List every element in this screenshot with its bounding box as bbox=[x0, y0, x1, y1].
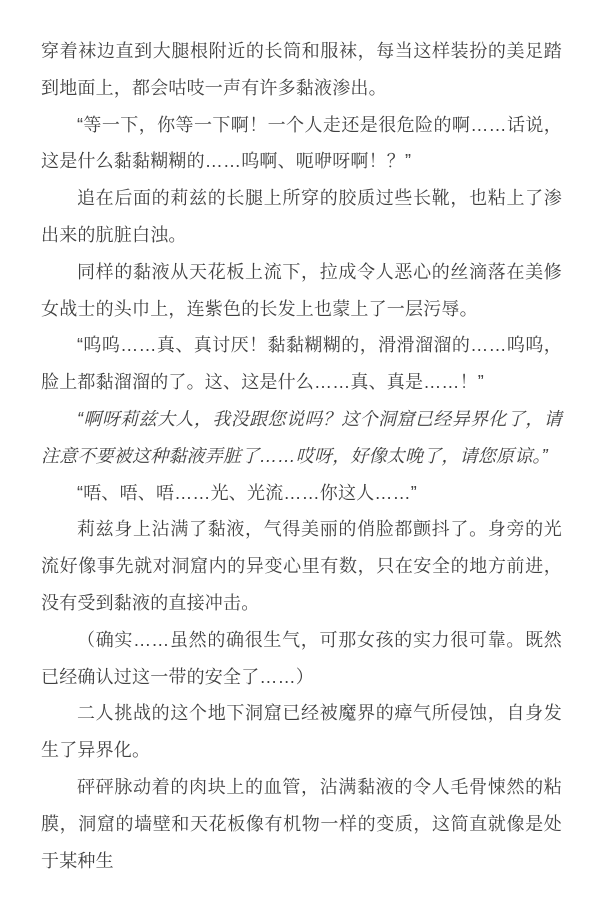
paragraph: 追在后面的莉兹的长腿上所穿的胶质过些长靴，也粘上了渗出来的肮脏白浊。 bbox=[41, 188, 562, 245]
paragraph: 莉兹身上沾满了黏液，气得美丽的俏脸都颤抖了。身旁的光流好像事先就对洞窟内的异变心里有数，只在安全的地方前进，没有受到黏液的直接冲击。 bbox=[41, 519, 562, 613]
paragraph-dialogue: “唔、唔、唔……光、光流……你这人……” bbox=[77, 482, 417, 503]
paragraph-inner-monologue: （确实……虽然的确很生气，可那女孩的实力很可靠。既然已经确认过这一带的安全了……） bbox=[41, 629, 562, 687]
paragraph: 二人挑战的这个地下洞窟已经被魔界的瘴气所侵蚀，自身发生了异界化。 bbox=[41, 703, 562, 761]
paragraph-dialogue-italic: “啊呀莉兹大人，我没跟您说吗？这个洞窟已经异界化了，请注意不要被这种黏液弄脏了……哎呀，好像太晚了，请您原谅。” bbox=[41, 408, 562, 466]
paragraph: 穿着袜边直到大腿根附近的长筒和服袜，每当这样装扮的美足踏到地面上，都会咕吱一声有许多黏液渗出。 bbox=[41, 41, 562, 98]
paragraph: 砰砰脉动着的肉块上的血管，沾满黏液的令人毛骨悚然的粘膜，洞窟的墙壁和天花板像有机物一样的变质，这简直就像是处于某种生 bbox=[41, 776, 562, 871]
paragraph-dialogue: “呜呜……真、真讨厌！黏黏糊糊的，滑滑溜溜的……呜呜，脸上都黏溜溜的了。这、这是什么……真、真是……！” bbox=[41, 335, 562, 393]
paragraph-dialogue: “等一下，你等一下啊！一个人走还是很危险的啊……话说，这是什么黏黏糊糊的……呜啊、呃咿呀啊！？” bbox=[41, 114, 562, 172]
paragraph: 同样的黏液从天花板上流下，拉成令人恶心的丝滴落在美修女战士的头巾上，连紫色的长发上也蒙上了一层污辱。 bbox=[41, 261, 562, 319]
document-text-body bbox=[41, 33, 562, 879]
